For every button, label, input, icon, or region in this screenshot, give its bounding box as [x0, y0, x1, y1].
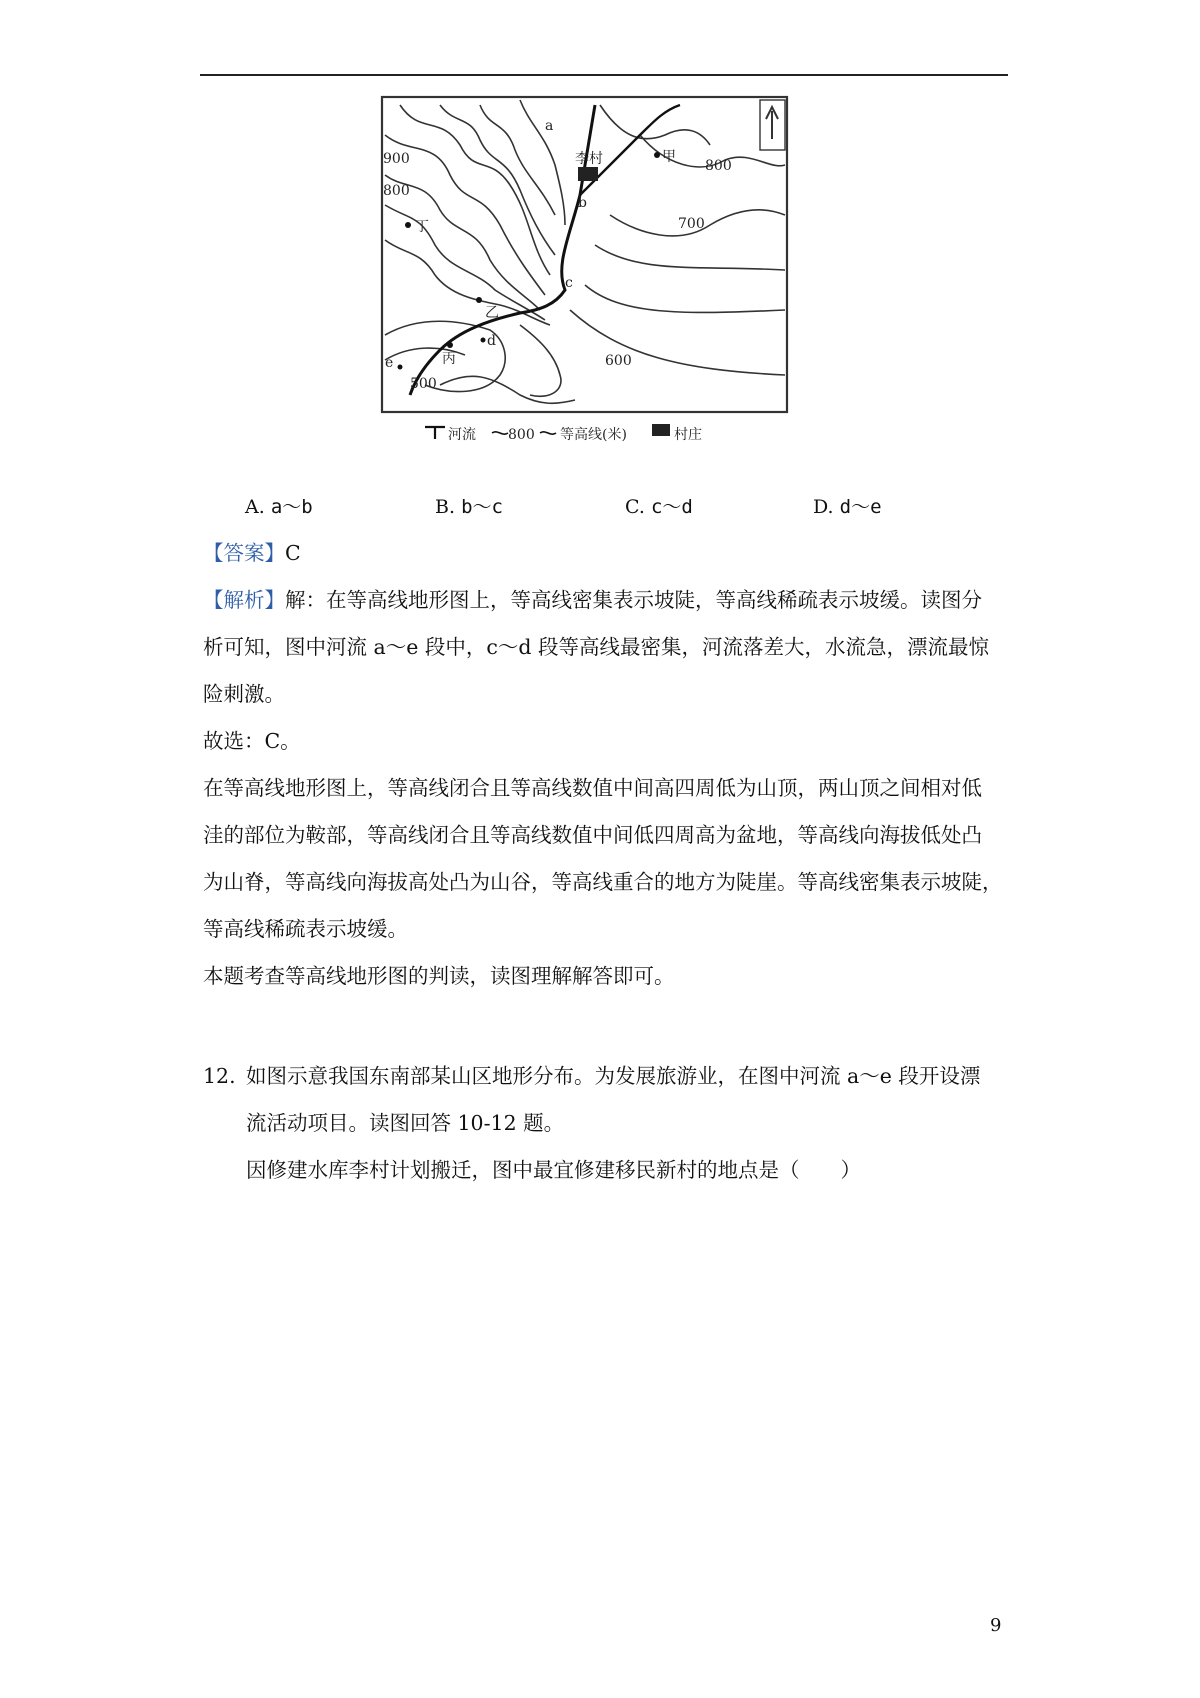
legend-river: 河流: [448, 427, 476, 443]
answer-tag: 【答案】: [203, 541, 285, 565]
analysis-line-6: 洼的部位为鞍部，等高线闭合且等高线数值中间低四周高为盆地，等高线向海拔低处凸: [203, 823, 982, 847]
answer-line: [203, 530, 1008, 577]
contour-label: 500: [410, 376, 437, 392]
analysis-tag: 【解析】: [203, 588, 285, 612]
question-line-1: 如图示意我国东南部某山区地形分布。为发展旅游业，在图中河流 a～e 段开设漂: [246, 1064, 981, 1088]
answer-options: [245, 492, 965, 522]
place-dot-ding: [405, 222, 411, 228]
river-point-e: [398, 365, 403, 370]
contour-line: [570, 310, 785, 375]
answer-value: C: [285, 541, 301, 565]
map-legend: [425, 424, 702, 443]
analysis-line-4: 故选：C。: [203, 729, 301, 753]
contour-line: [520, 325, 561, 396]
question-line-2: 流活动项目。读图回答 10-12 题。: [246, 1111, 565, 1135]
option-d: D. d～e: [813, 496, 882, 518]
contour-label: 700: [678, 216, 705, 232]
analysis-line-8: 等高线稀疏表示坡缓。: [203, 917, 408, 941]
village-marker: [578, 167, 598, 181]
legend-contour-value: 800: [508, 427, 535, 443]
place-dot-yi: [476, 297, 482, 303]
header-rule: [200, 74, 1008, 76]
question-12: [203, 1055, 1008, 1195]
place-dot-bing: [447, 342, 453, 348]
place-label-ding: 丁: [415, 219, 429, 235]
contour-line: [600, 105, 710, 145]
north-arrow-icon: [766, 107, 778, 139]
contour-line: [595, 245, 785, 270]
legend-contour: 等高线(米): [560, 427, 627, 443]
question-line-3: 因修建水库李村计划搬迁，图中最宜修建移民新村的地点是（ ）: [246, 1158, 861, 1182]
page-number: 9: [990, 1615, 1002, 1636]
contour-map-figure: [380, 95, 826, 480]
river-point-b: b: [578, 195, 587, 211]
contour-line: [440, 105, 555, 255]
contour-line: [585, 285, 785, 312]
river-point-d-label: d: [487, 333, 496, 349]
river-point-a: a: [545, 118, 554, 134]
place-dot-jia: [654, 152, 660, 158]
analysis-line-3: 险刺激。: [203, 682, 285, 706]
option-c: C. c～d: [625, 496, 693, 518]
contour-label: 800: [383, 183, 410, 199]
contour-line: [440, 376, 575, 403]
place-label-jia: 甲: [662, 149, 676, 165]
river-legend-icon: [425, 427, 445, 439]
analysis-line-7: 为山脊，等高线向海拔高处凸为山谷，等高线重合的地方为陡崖。等高线密集表示坡陡，: [203, 870, 1003, 894]
place-label-bing: 丙: [442, 351, 456, 367]
legend-village: 村庄: [674, 427, 702, 443]
option-b: B. b～c: [435, 496, 503, 518]
contour-label: 600: [605, 353, 632, 369]
analysis-line-9: 本题考查等高线地形图的判读，读图理解解答即可。: [203, 964, 675, 988]
place-label-lizhuang: 李村: [575, 151, 603, 167]
river-point-d: [481, 338, 486, 343]
village-legend-icon: [652, 424, 670, 436]
option-a: A. a～b: [245, 496, 313, 518]
analysis-line-2: 析可知，图中河流 a～e 段中，c～d 段等高线最密集，河流落差大，水流急，漂流最惊: [203, 635, 990, 659]
river-point-c: c: [565, 275, 573, 291]
question-number: 12.: [203, 1064, 236, 1088]
river-point-e-label: e: [385, 355, 394, 371]
contour-label: 900: [383, 151, 410, 167]
analysis-line-5: 在等高线地形图上，等高线闭合且等高线数值中间高四周低为山顶，两山顶之间相对低: [203, 776, 982, 800]
contour-label: 800: [705, 158, 732, 174]
analysis-line-1: 【解析】解：在等高线地形图上，等高线密集表示坡陡，等高线稀疏表示坡缓。读图分: [203, 588, 982, 612]
place-label-yi: 乙: [485, 305, 499, 321]
